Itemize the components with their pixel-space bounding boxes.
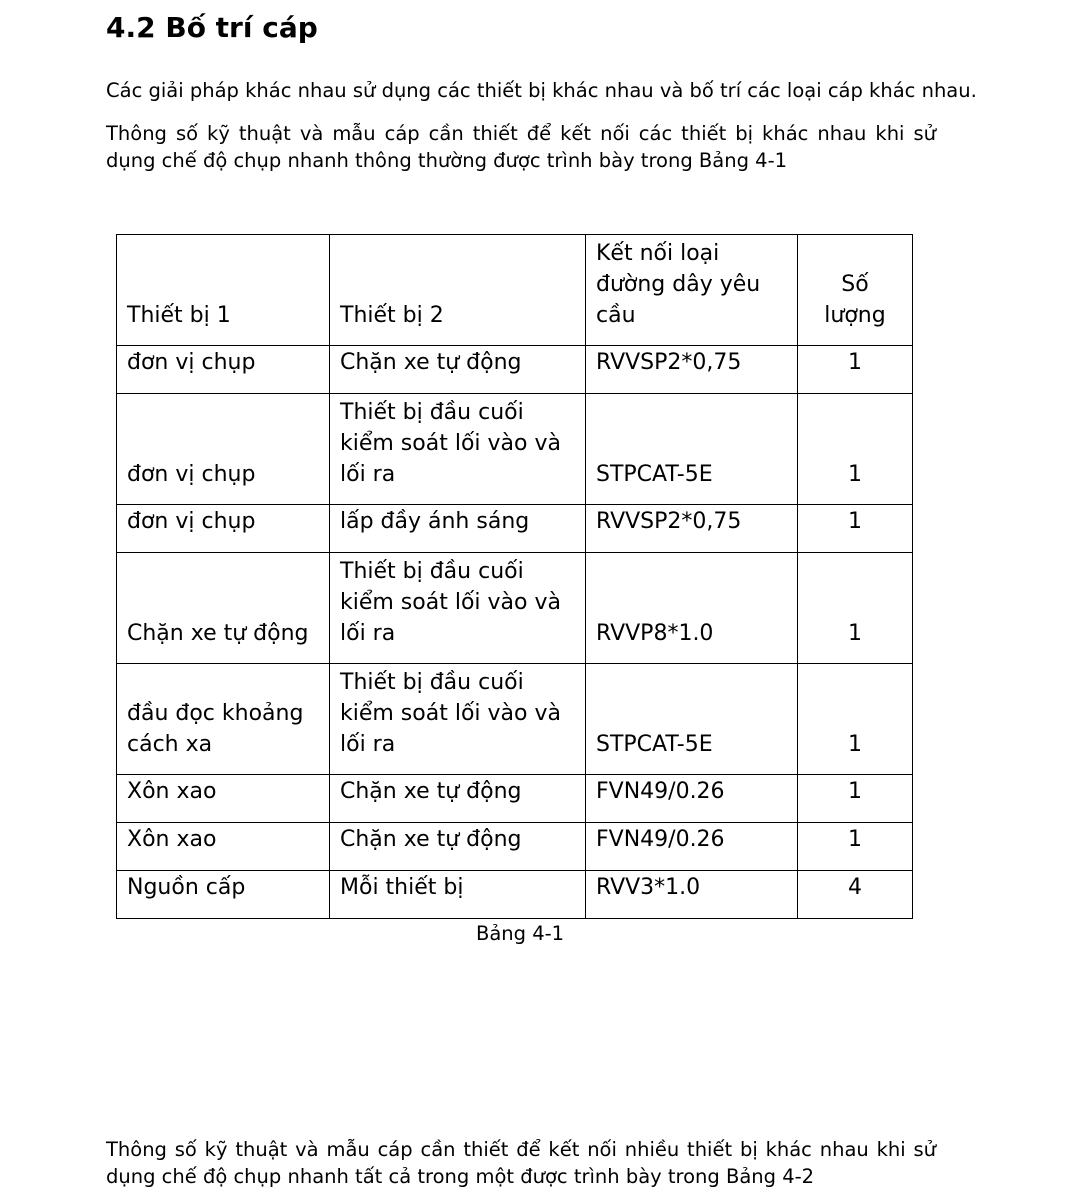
cell-device-2: Chặn xe tự động xyxy=(330,346,586,394)
table-row xyxy=(117,775,913,823)
cell-device-2: Chặn xe tự động xyxy=(330,775,586,823)
header-cable-type: Kết nối loại đường dây yêu cầu xyxy=(586,235,798,346)
cell-quantity: 1 xyxy=(798,823,913,871)
cell-cable-type: FVN49/0.26 xyxy=(586,823,798,871)
cell-device-2: Thiết bị đầu cuối kiểm soát lối vào và lối ra xyxy=(330,664,586,775)
cell-quantity: 1 xyxy=(798,775,913,823)
table-row xyxy=(117,505,913,553)
cell-cable-type: RVVP8*1.0 xyxy=(586,553,798,664)
cell-cable-type: RVVSP2*0,75 xyxy=(586,346,798,394)
cell-quantity: 1 xyxy=(798,346,913,394)
table-caption: Bảng 4-1 xyxy=(475,922,565,945)
header-device-2: Thiết bị 2 xyxy=(330,235,586,346)
table-row xyxy=(117,553,913,664)
cell-cable-type: STPCAT-5E xyxy=(586,664,798,775)
cell-device-1: đơn vị chụp xyxy=(117,505,330,553)
cell-device-1: Nguồn cấp xyxy=(117,871,330,919)
cell-cable-type: STPCAT-5E xyxy=(586,394,798,505)
section-heading: 4.2 Bố trí cáp xyxy=(106,11,318,44)
cell-device-1: đơn vị chụp xyxy=(117,394,330,505)
cell-device-2: Chặn xe tự động xyxy=(330,823,586,871)
table1-intro-paragraph: Thông số kỹ thuật và mẫu cáp cần thiết để kết nối các thiết bị khác nhau khi sử dụng chế độ chụp nhanh thông thường được trình bày trong Bảng 4-1 xyxy=(106,122,936,172)
cell-quantity: 1 xyxy=(798,664,913,775)
table-header-row xyxy=(117,235,913,346)
table-row xyxy=(117,823,913,871)
cell-cable-type: FVN49/0.26 xyxy=(586,775,798,823)
header-device-1: Thiết bị 1 xyxy=(117,235,330,346)
cell-quantity: 1 xyxy=(798,394,913,505)
cell-device-2: Thiết bị đầu cuối kiểm soát lối vào và lối ra xyxy=(330,394,586,505)
cell-device-2: lấp đầy ánh sáng xyxy=(330,505,586,553)
table-row xyxy=(117,346,913,394)
cell-device-2: Mỗi thiết bị xyxy=(330,871,586,919)
cable-spec-table xyxy=(116,234,913,919)
cell-device-1: Xôn xao xyxy=(117,823,330,871)
intro-paragraph: Các giải pháp khác nhau sử dụng các thiết bị khác nhau và bố trí các loại cáp khác nhau. xyxy=(106,79,977,102)
cell-quantity: 4 xyxy=(798,871,913,919)
cell-cable-type: RVVSP2*0,75 xyxy=(586,505,798,553)
cell-quantity: 1 xyxy=(798,553,913,664)
cell-device-1: đơn vị chụp xyxy=(117,346,330,394)
cell-device-2: Thiết bị đầu cuối kiểm soát lối vào và lối ra xyxy=(330,553,586,664)
header-quantity: Số lượng xyxy=(798,235,913,346)
cell-device-1: đầu đọc khoảng cách xa xyxy=(117,664,330,775)
table2-intro-paragraph: Thông số kỹ thuật và mẫu cáp cần thiết để kết nối nhiều thiết bị khác nhau khi sử dụng chế độ chụp nhanh tất cả trong một được trình bày trong Bảng 4-2 xyxy=(106,1138,936,1188)
cell-cable-type: RVV3*1.0 xyxy=(586,871,798,919)
table-row xyxy=(117,664,913,775)
table-row xyxy=(117,394,913,505)
cell-quantity: 1 xyxy=(798,505,913,553)
cell-device-1: Xôn xao xyxy=(117,775,330,823)
cell-device-1: Chặn xe tự động xyxy=(117,553,330,664)
table-row xyxy=(117,871,913,919)
